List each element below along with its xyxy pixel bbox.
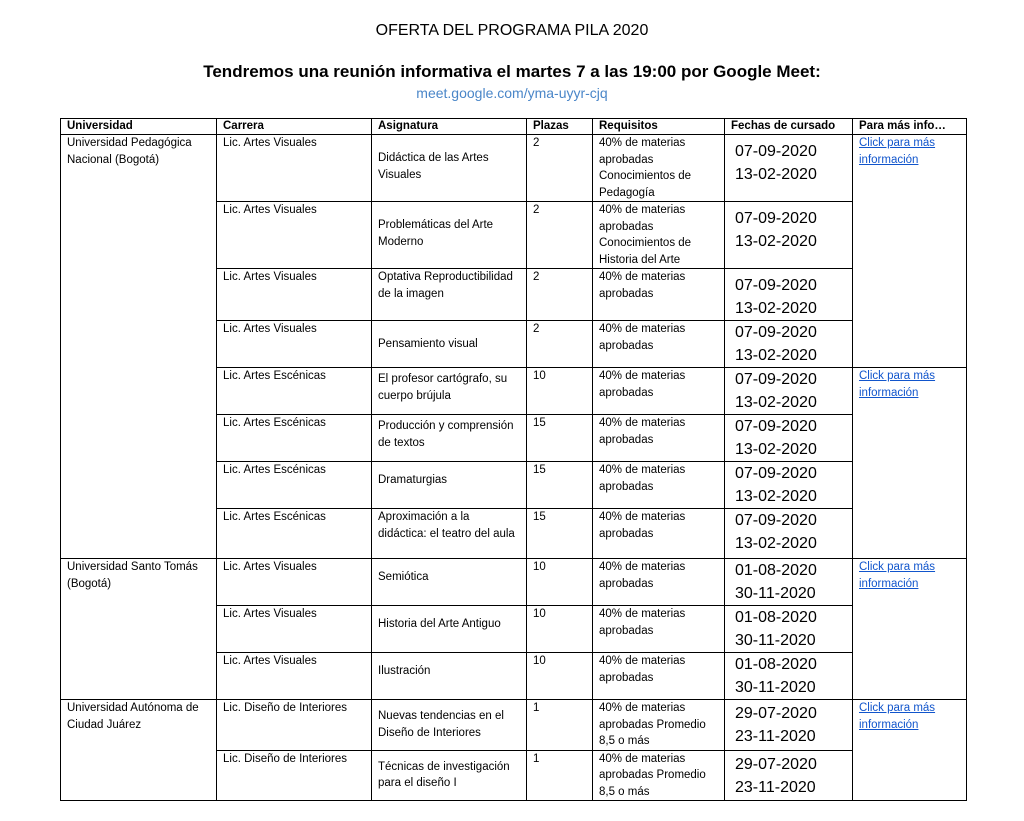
- requisitos-cell: 40% de materias aprobadas: [593, 321, 725, 368]
- fechas-cell: [725, 606, 853, 653]
- fecha-fin: 13-02-2020: [735, 233, 817, 250]
- fecha-fin: 13-02-2020: [735, 300, 817, 317]
- asignatura-cell: Problemáticas del Arte Moderno: [372, 202, 527, 269]
- fechas-cell: [725, 321, 853, 368]
- info-link[interactable]: Click para más información: [859, 137, 936, 166]
- requisitos-cell: 40% de materias aprobadas Conocimientos de Historia del Arte: [593, 202, 725, 269]
- carrera-cell: Lic. Artes Visuales: [217, 269, 372, 321]
- fecha-inicio: 01-08-2020: [735, 562, 817, 579]
- plazas-cell: 10: [527, 653, 593, 700]
- plazas-cell: 1: [527, 700, 593, 751]
- fechas-cell: [725, 509, 853, 559]
- fecha-fin: 13-02-2020: [735, 488, 817, 505]
- carrera-cell: Lic. Artes Escénicas: [217, 368, 372, 415]
- fecha-fin: 13-02-2020: [735, 535, 817, 552]
- fechas-cell: [725, 559, 853, 606]
- carrera-cell: Lic. Artes Escénicas: [217, 415, 372, 462]
- program-table: [60, 118, 967, 801]
- plazas-cell: 2: [527, 321, 593, 368]
- requisitos-cell: 40% de materias aprobadas: [593, 606, 725, 653]
- meeting-announcement: Tendremos una reunión informativa el martes 7 a las 19:00 por Google Meet:: [203, 62, 821, 81]
- carrera-cell: Lic. Artes Visuales: [217, 653, 372, 700]
- carrera-cell: Lic. Diseño de Interiores: [217, 700, 372, 751]
- col-asignatura: Asignatura: [372, 119, 527, 135]
- requisitos-cell: 40% de materias aprobadas Conocimientos de Pedagogía: [593, 135, 725, 202]
- fecha-inicio: 01-08-2020: [735, 609, 817, 626]
- col-requisitos: Requisitos: [593, 119, 725, 135]
- carrera-cell: Lic. Artes Escénicas: [217, 462, 372, 509]
- fecha-fin: 13-02-2020: [735, 441, 817, 458]
- carrera-cell: Lic. Diseño de Interiores: [217, 750, 372, 801]
- table-row: [61, 559, 967, 606]
- fecha-inicio: 01-08-2020: [735, 656, 817, 673]
- col-plazas: Plazas: [527, 119, 593, 135]
- fecha-fin: 30-11-2020: [735, 632, 816, 649]
- asignatura-cell: Aproximación a la didáctica: el teatro del aula: [372, 509, 527, 559]
- universidad-cell: Universidad Pedagógica Nacional (Bogotá): [61, 135, 217, 559]
- plazas-cell: 10: [527, 368, 593, 415]
- page-title: OFERTA DEL PROGRAMA PILA 2020: [375, 22, 649, 39]
- asignatura-cell: El profesor cartógrafo, su cuerpo brújula: [372, 368, 527, 415]
- plazas-cell: 10: [527, 559, 593, 606]
- col-carrera: Carrera: [217, 119, 372, 135]
- asignatura-cell: Optativa Reproductibilidad de la imagen: [372, 269, 527, 321]
- carrera-cell: Lic. Artes Visuales: [217, 135, 372, 202]
- plazas-cell: 2: [527, 135, 593, 202]
- meet-link[interactable]: meet.google.com/yma-uyyr-cjq: [416, 85, 608, 101]
- info-link[interactable]: Click para más información: [859, 561, 936, 590]
- fechas-cell: [725, 202, 853, 269]
- carrera-cell: Lic. Artes Visuales: [217, 202, 372, 269]
- col-info: Para más info…: [853, 119, 967, 135]
- requisitos-cell: 40% de materias aprobadas: [593, 462, 725, 509]
- fecha-inicio: 07-09-2020: [735, 277, 817, 294]
- info-cell: [853, 368, 967, 559]
- requisitos-cell: 40% de materias aprobadas: [593, 653, 725, 700]
- info-cell: [853, 559, 967, 700]
- asignatura-cell: Producción y comprensión de textos: [372, 415, 527, 462]
- fecha-fin: 13-02-2020: [735, 166, 817, 183]
- carrera-cell: Lic. Artes Visuales: [217, 321, 372, 368]
- fechas-cell: [725, 750, 853, 801]
- fecha-inicio: 07-09-2020: [735, 210, 817, 227]
- info-link[interactable]: Click para más información: [859, 702, 936, 731]
- fecha-inicio: 07-09-2020: [735, 418, 817, 435]
- info-cell: [853, 700, 967, 801]
- plazas-cell: 1: [527, 750, 593, 801]
- table-row: [61, 135, 967, 202]
- requisitos-cell: 40% de materias aprobadas: [593, 269, 725, 321]
- info-link[interactable]: Click para más información: [859, 370, 936, 399]
- requisitos-cell: 40% de materias aprobadas: [593, 509, 725, 559]
- asignatura-cell: Semiótica: [372, 559, 527, 606]
- asignatura-cell: Técnicas de investigación para el diseño I: [372, 750, 527, 801]
- requisitos-cell: 40% de materias aprobadas: [593, 368, 725, 415]
- fecha-fin: 13-02-2020: [735, 394, 817, 411]
- fechas-cell: [725, 700, 853, 751]
- asignatura-cell: Dramaturgias: [372, 462, 527, 509]
- table-row: [61, 700, 967, 751]
- fecha-fin: 30-11-2020: [735, 585, 816, 602]
- info-cell: [853, 135, 967, 368]
- fecha-fin: 23-11-2020: [735, 728, 816, 745]
- plazas-cell: 15: [527, 415, 593, 462]
- universidad-cell: Universidad Santo Tomás (Bogotá): [61, 559, 217, 700]
- universidad-cell: Universidad Autónoma de Ciudad Juárez: [61, 700, 217, 801]
- requisitos-cell: 40% de materias aprobadas Promedio 8,5 o más: [593, 700, 725, 751]
- requisitos-cell: 40% de materias aprobadas Promedio 8,5 o más: [593, 750, 725, 801]
- fecha-fin: 13-02-2020: [735, 347, 817, 364]
- asignatura-cell: Historia del Arte Antiguo: [372, 606, 527, 653]
- fecha-inicio: 07-09-2020: [735, 324, 817, 341]
- asignatura-cell: Pensamiento visual: [372, 321, 527, 368]
- fechas-cell: [725, 269, 853, 321]
- col-universidad: Universidad: [61, 119, 217, 135]
- plazas-cell: 10: [527, 606, 593, 653]
- carrera-cell: Lic. Artes Visuales: [217, 606, 372, 653]
- asignatura-cell: Nuevas tendencias en el Diseño de Interiores: [372, 700, 527, 751]
- fecha-fin: 23-11-2020: [735, 778, 816, 796]
- fecha-inicio: 29-07-2020: [735, 705, 817, 722]
- plazas-cell: 15: [527, 509, 593, 559]
- fechas-cell: [725, 653, 853, 700]
- fecha-inicio: 07-09-2020: [735, 143, 817, 160]
- table-header-row: [61, 119, 967, 135]
- fecha-fin: 30-11-2020: [735, 679, 816, 696]
- carrera-cell: Lic. Artes Escénicas: [217, 509, 372, 559]
- fechas-cell: [725, 135, 853, 202]
- fecha-inicio: 07-09-2020: [735, 465, 817, 482]
- fechas-cell: [725, 462, 853, 509]
- fecha-inicio: 07-09-2020: [735, 371, 817, 388]
- asignatura-cell: Didáctica de las Artes Visuales: [372, 135, 527, 202]
- fecha-inicio: 07-09-2020: [735, 512, 817, 529]
- plazas-cell: 2: [527, 269, 593, 321]
- plazas-cell: 2: [527, 202, 593, 269]
- fechas-cell: [725, 368, 853, 415]
- carrera-cell: Lic. Artes Visuales: [217, 559, 372, 606]
- requisitos-cell: 40% de materias aprobadas: [593, 415, 725, 462]
- requisitos-cell: 40% de materias aprobadas: [593, 559, 725, 606]
- fecha-inicio: 29-07-2020: [735, 755, 817, 773]
- asignatura-cell: Ilustración: [372, 653, 527, 700]
- fechas-cell: [725, 415, 853, 462]
- plazas-cell: 15: [527, 462, 593, 509]
- col-fechas: Fechas de cursado: [725, 119, 853, 135]
